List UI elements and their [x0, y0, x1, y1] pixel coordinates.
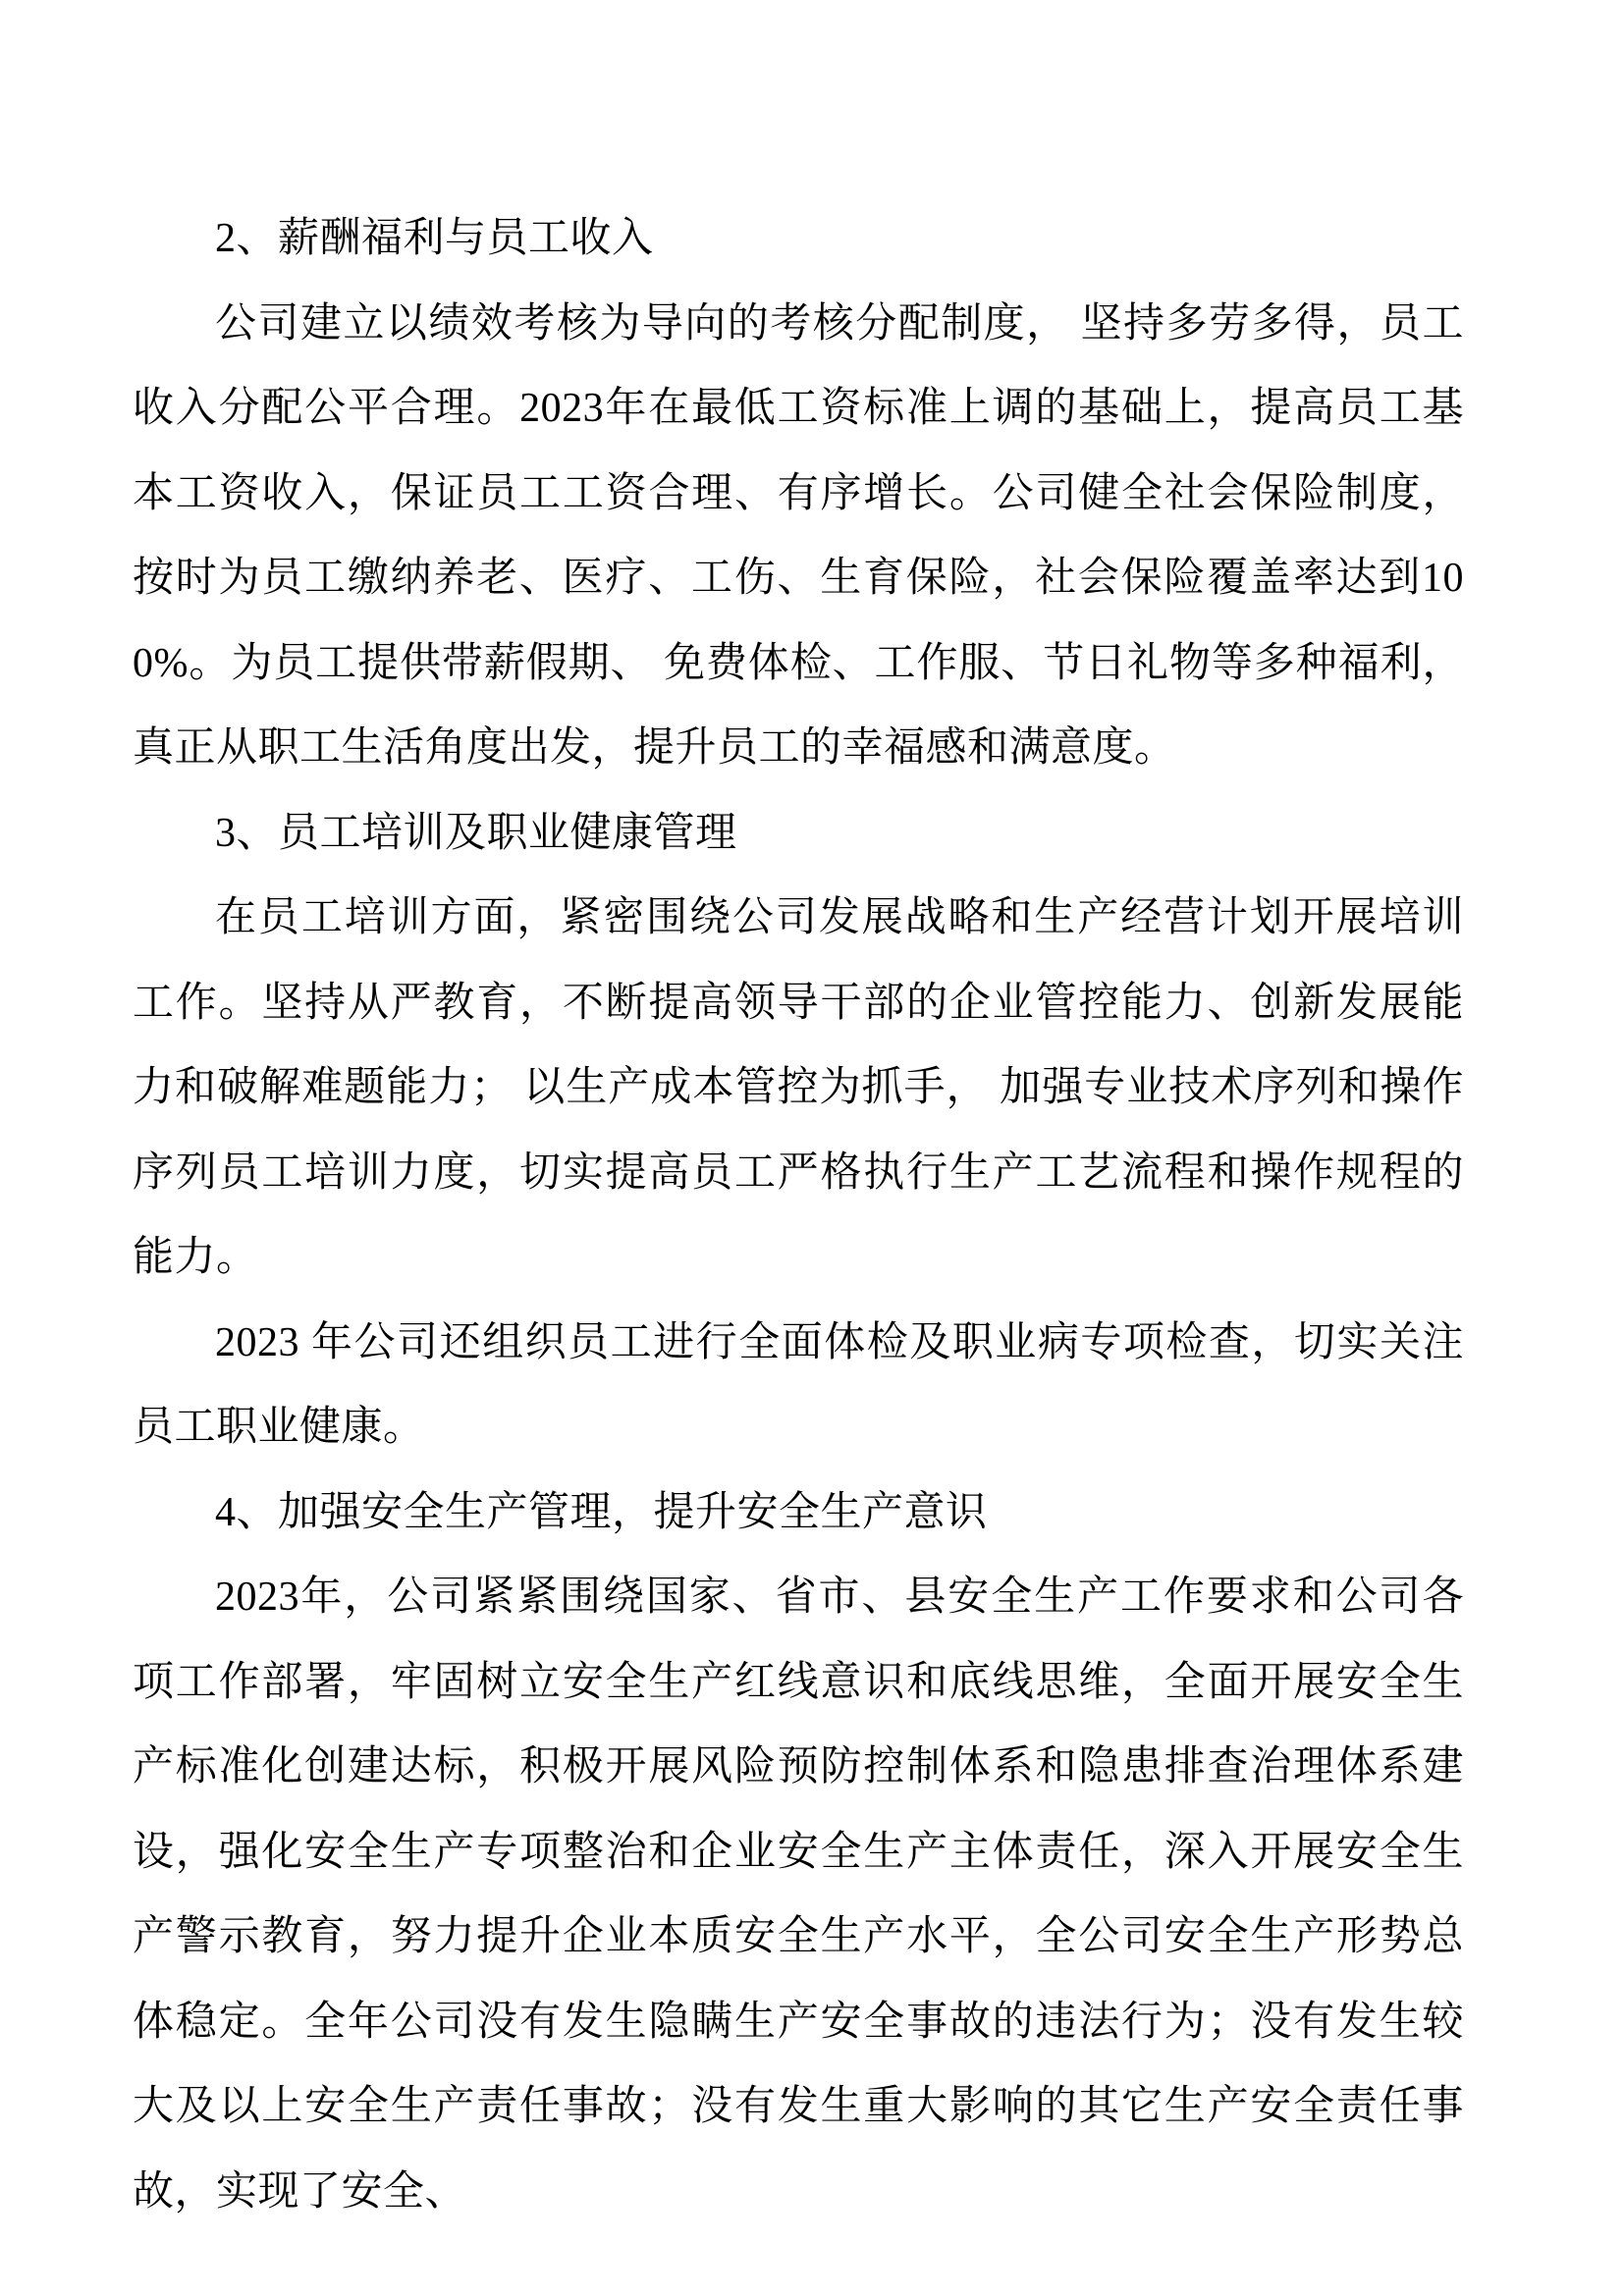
- document-body: [133, 196, 1464, 2234]
- section-heading-training-health: 3、员工培训及职业健康管理: [215, 810, 737, 856]
- paragraph-safety-management: 2023年，公司紧紧围绕国家、省市、县安全生产工作要求和公司各项工作部署，牢固树立安全生产红线意识和底线思维，全面开展安全生产标准化创建达标，积极开展风险预防控制体系和隐患排查治理体系建设，强化安全生产专项整治和企业安全生产主体责任，深入开展安全生产警示教育，努力提升企业本质安全生产水平，全公司安全生产形势总体稳定。全年公司没有发生隐瞒生产安全事故的违法行为；没有发生较大及以上安全生产责任事故；没有发生重大影响的其它生产安全责任事故，实现了安全、: [133, 1575, 1464, 2215]
- section-heading-safety-production: 4、加强安全生产管理，提升安全生产意识: [215, 1489, 988, 1535]
- paragraph-compensation-benefits: 公司建立以绩效考核为导向的考核分配制度， 坚持多劳多得，员工收入分配公平合理。2023年在最低工资标准上调的基础上，提高员工基本工资收入，保证员工工资合理、有序增长。公司健全社会保险制度，按时为员工缴纳养老、医疗、工伤、生育保险，社会保险覆盖率达到100%。为员工提供带薪假期、 免费体检、工作服、节日礼物等多种福利， 真正从职工生活角度出发，提升员工的幸福感和满意度。: [133, 300, 1464, 771]
- paragraph-employee-training: 在员工培训方面，紧密围绕公司发展战略和生产经营计划开展培训工作。坚持从严教育，不断提高领导干部的企业管控能力、创新发展能力和破解难题能力； 以生产成本管控为抓手， 加强专业技术序列和操作序列员工培训力度，切实提高员工严格执行生产工艺流程和操作规程的能力。: [133, 895, 1464, 1280]
- section-heading-compensation: 2、薪酬福利与员工收入: [215, 216, 654, 261]
- paragraph-health-checkup: 2023 年公司还组织员工进行全面体检及职业病专项检查，切实关注员工职业健康。: [133, 1319, 1464, 1450]
